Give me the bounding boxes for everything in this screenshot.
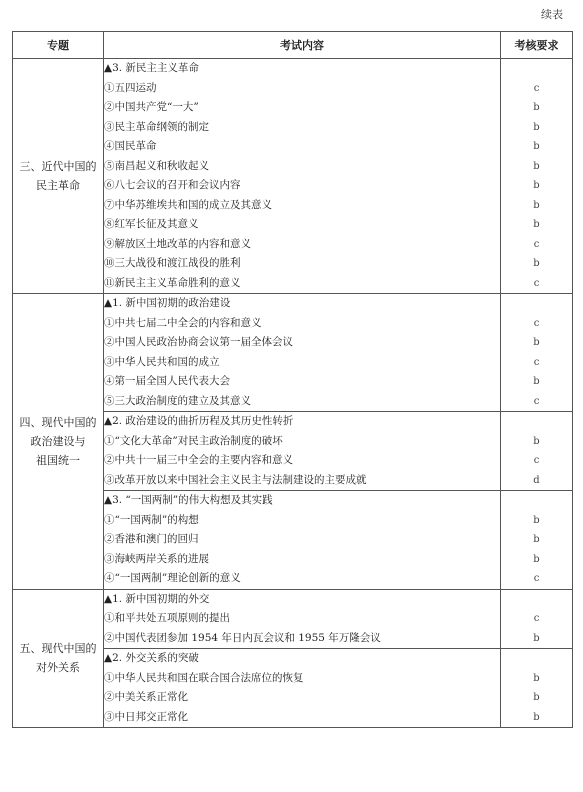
content-item: ③改革开放以来中国社会主义民主与法制建设的主要成就 bbox=[104, 473, 367, 486]
content-item: ①中华人民共和国在联合国合法席位的恢复 bbox=[104, 671, 304, 684]
content-item: ②中国代表团参加 1954 年日内瓦会议和 1955 年万隆会议 bbox=[104, 631, 381, 644]
table-body bbox=[13, 59, 573, 728]
requirement-spacer bbox=[501, 294, 572, 314]
section-heading: ▲1. 新中国初期的外交 bbox=[104, 592, 210, 605]
content-cell bbox=[104, 649, 501, 728]
requirement-level: c bbox=[533, 238, 540, 250]
content-item: ②中国人民政治协商会议第一届全体会议 bbox=[104, 336, 293, 348]
requirement-spacer bbox=[501, 649, 572, 669]
requirement-level: b bbox=[533, 102, 540, 113]
content-item: ③中华人民共和国的成立 bbox=[104, 355, 220, 368]
continued-label: 续表 bbox=[541, 8, 563, 21]
requirement-spacer bbox=[501, 59, 572, 79]
section-heading: ▲3. 新民主主义革命 bbox=[104, 62, 199, 74]
table-row bbox=[13, 589, 573, 649]
content-item: ①五四运动 bbox=[104, 81, 157, 94]
requirement-level: b bbox=[533, 199, 540, 211]
column-header-topic: 专题 bbox=[13, 32, 104, 59]
content-item: ①“一国两制”的构想 bbox=[104, 513, 199, 526]
topic-cell: 五、现代中国的 对外关系 bbox=[13, 589, 104, 728]
requirement-level: b bbox=[533, 692, 540, 703]
topic-cell: 四、现代中国的 政治建设与 祖国统一 bbox=[13, 294, 104, 590]
requirement-level: c bbox=[533, 317, 540, 329]
content-item: ⑧红军长征及其意义 bbox=[104, 218, 199, 230]
requirement-level: b bbox=[533, 337, 540, 348]
requirement-cell bbox=[501, 649, 573, 728]
requirement-level: b bbox=[533, 553, 540, 565]
requirement-level: c bbox=[533, 82, 540, 94]
requirement-level: c bbox=[533, 277, 540, 289]
exam-content-table bbox=[12, 31, 573, 728]
section-heading: ▲1. 新中国初期的政治建设 bbox=[104, 297, 231, 309]
requirement-level: b bbox=[533, 141, 540, 152]
content-item: ①中共七届二中全会的内容和意义 bbox=[104, 316, 262, 329]
section-heading: ▲2. 政治建设的曲折历程及其历史性转折 bbox=[104, 415, 294, 427]
content-item: ⑤三大政治制度的建立及其意义 bbox=[104, 394, 251, 407]
requirement-level: b bbox=[533, 514, 540, 526]
requirement-level: b bbox=[533, 160, 540, 172]
table-row bbox=[13, 59, 573, 294]
content-cell bbox=[104, 491, 501, 590]
content-item: ⑩三大战役和渡江战役的胜利 bbox=[104, 257, 241, 269]
column-header-content: 考试内容 bbox=[104, 32, 501, 59]
requirement-cell bbox=[501, 294, 573, 412]
content-item: ②中共十一届三中全会的主要内容和意义 bbox=[104, 454, 293, 466]
table-header-row bbox=[13, 32, 573, 59]
content-item: ②香港和澳门的回归 bbox=[104, 533, 199, 545]
requirement-level: b bbox=[533, 672, 540, 684]
content-item: ③海峡两岸关系的进展 bbox=[104, 552, 209, 565]
requirement-level: b bbox=[533, 534, 540, 545]
topic-cell: 三、近代中国的 民主革命 bbox=[13, 59, 104, 294]
requirement-level: c bbox=[533, 455, 540, 466]
requirement-cell bbox=[501, 491, 573, 590]
content-item: ④国民革命 bbox=[104, 140, 157, 152]
content-item: ①“文化大革命”对民主政治制度的破坏 bbox=[104, 434, 283, 447]
requirement-level: d bbox=[533, 474, 540, 486]
content-cell bbox=[104, 589, 501, 649]
content-item: ⑪新民主主义革命胜利的意义 bbox=[104, 276, 241, 289]
requirement-level: b bbox=[533, 258, 540, 269]
content-item: ①和平共处五项原则的提出 bbox=[104, 612, 230, 624]
requirement-level: b bbox=[533, 376, 540, 387]
requirement-level: c bbox=[533, 356, 540, 368]
requirement-cell bbox=[501, 589, 573, 649]
column-header-requirement: 考核要求 bbox=[501, 32, 573, 59]
table-row bbox=[13, 294, 573, 412]
content-cell bbox=[104, 294, 501, 412]
section-heading: ▲3. “一国两制”的伟大构想及其实践 bbox=[104, 494, 273, 506]
requirement-level: b bbox=[533, 435, 540, 447]
content-item: ④第一届全国人民代表大会 bbox=[104, 375, 230, 387]
requirement-level: b bbox=[533, 711, 540, 723]
requirement-level: c bbox=[533, 613, 540, 624]
content-item: ②中国共产党“一大” bbox=[104, 101, 199, 113]
content-cell bbox=[104, 59, 501, 294]
content-item: ⑤南昌起义和秋收起义 bbox=[104, 159, 209, 172]
content-item: ②中美关系正常化 bbox=[104, 691, 188, 703]
content-item: ⑥八七会议的召开和会议内容 bbox=[104, 179, 241, 191]
content-item: ③中日邦交正常化 bbox=[104, 710, 188, 723]
requirement-cell bbox=[501, 59, 573, 294]
requirement-level: c bbox=[533, 573, 540, 584]
requirement-level: c bbox=[533, 395, 540, 407]
requirement-level: b bbox=[533, 219, 540, 230]
requirement-spacer bbox=[501, 412, 572, 432]
section-heading: ▲2. 外交关系的突破 bbox=[104, 652, 199, 664]
content-item: ③民主革命纲领的制定 bbox=[104, 120, 209, 133]
requirement-spacer bbox=[501, 491, 572, 511]
content-item: ④“一国两制”理论创新的意义 bbox=[104, 572, 241, 584]
requirement-cell bbox=[501, 412, 573, 491]
content-cell bbox=[104, 412, 501, 491]
requirement-level: b bbox=[533, 632, 540, 644]
requirement-level: b bbox=[533, 180, 540, 191]
content-item: ⑦中华苏维埃共和国的成立及其意义 bbox=[104, 198, 272, 211]
content-item: ⑨解放区土地改革的内容和意义 bbox=[104, 237, 251, 250]
requirement-level: b bbox=[533, 121, 540, 133]
requirement-spacer bbox=[501, 590, 572, 610]
